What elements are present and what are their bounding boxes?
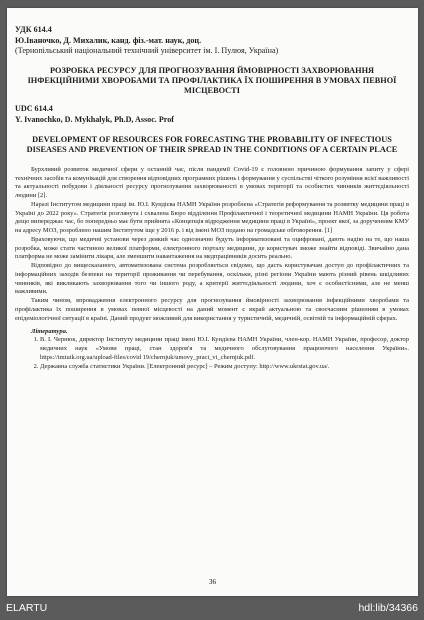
title-en: DEVELOPMENT OF RESOURCES FOR FORECASTING THE PROBABILITY OF INFECTIOUS DISEASES AND PREVENTION OF THEIR SPREAD IN THE CONDITIONS OF A CERTAIN PLACE [26, 134, 398, 154]
paragraph: Таким чином, впровадження електронного ресурсу для прогнозування ймовірності захворювання інфекційними хворобами та профілактика їх поширення в умовах певної місцевості на даний момент є вкрай актуальною та своєчасним рішенням в умовах епідеміологічної ситуації в країні. Даний продукт можливий для використання у туристичній, медичній, освітній та інформаційній сферах. [15, 297, 409, 322]
paragraph: Наразі Інститутом медицини праці ім. Ю.І. Кундієва НАМН України розроблена «Стратегія реформування та розвитку медицини праці в Україні до 2022 року». Стратегія розглянута і схвалена Бюро відділення Профілактичної і теоретичної медицини НАМН України. Ця робота дещо випереджає час, бо попередньо має бути прийнята «Концепція відродження медицини праці в Україні», проект якої, за дорученням КМУ на адресу МОЗ, розроблено нашим Інститутом іще у 2016 р. і від імені МОЗ подано на громадське обговорення. [1] [15, 200, 409, 235]
reference-item: 2. Державна служба статистики України. [Електронний ресурс] – Режим доступу: http://www.ukrstat.gov.ua/. [40, 363, 409, 372]
page-number: 36 [209, 578, 216, 586]
paragraph: Бурхливий розвиток медичної сфери у останній час, після пандемії Covid-19 є головною причиною формування запиту у сфері технічних засобів та комунікацій для створення відповідних програмних рішень і формування у суспільстві чіткого розуміння всієї важливості та актуальності побудови і діяльності ресурсу прогнозування захворюваності в умовах території та особистих чинників життєдіяльності людини [2]. [15, 165, 409, 200]
paragraph: Враховуючи, що медичні установи через деякий час однозначно будуть інформатизовані та оцифровані, дають надію на те, що наша розробка, може стати частиною великої платформи, електронного порталу медицини, де користувач зможе знайти відповіді. Звичайно дана платформа не може замінити лікаря, але зменшити навантаження на медпрацівників досить реально. [15, 235, 409, 261]
title-ua: РОЗРОБКА РЕСУРСУ ДЛЯ ПРОГНОЗУВАННЯ ЙМОВІРНОСТІ ЗАХВОРЮВАННЯ ІНФЕКЦІЙНИМИ ХВОРОБАМИ ТА ПРОФІЛАКТИКА ЇХ ПОШИРЕННЯ В УМОВАХ ПЕВНОЇ МІСЦЕВОСТІ [27, 65, 397, 96]
reference-item: 1. В. І. Чернюк, директор Інституту медицини праці імені Ю.І. Кундієва НАМН України, член-кор. НАМН України, професор, доктор медичних наук «Умови праці, стан здоров'я та медичного обслуговування працюючого населення України». https://imtuik.org.ua/upload-files/covid 19/chernjuk/umovy_praci_vi_chernjuk.pdf. [40, 336, 409, 362]
article-body [15, 166, 409, 324]
affiliation-ua: (Тернопільський національний технічний університет ім. І. Пулюя, Україна) [15, 46, 279, 56]
udk-ua: УДК 614.4 [15, 25, 52, 34]
page-content [15, 25, 409, 371]
authors-en: Y. Ivanochko, D. Mykhalyk, Ph.D, Assoc. Prof [15, 114, 174, 124]
handle-id: hdl:lib/34366 [358, 602, 418, 614]
repository-name: ELARTU [6, 602, 48, 614]
document-page [7, 8, 418, 596]
authors-ua: Ю.Іваночко, Д. Михалик, канд. фіз.-мат. наук, доц. [15, 35, 202, 45]
references-list [15, 336, 409, 371]
footer-bar [0, 596, 424, 620]
references-heading: Література. [31, 328, 68, 336]
udc-en: UDC 614.4 [15, 104, 53, 114]
paragraph: Відповідно до вищесказаного, автоматизована система розробляється свідомо, що дасть користувачам доступ до профілактичних та інформаційних заходів безпеки на території проживання чи перебування, оскільки, різні регіони України мають різний рівень шкідливих чинників, які викликають захворювання того чи іншого роду, а критерії життєдіяльності людини, хоч є особистісними, але не менш важливими. [15, 262, 409, 296]
